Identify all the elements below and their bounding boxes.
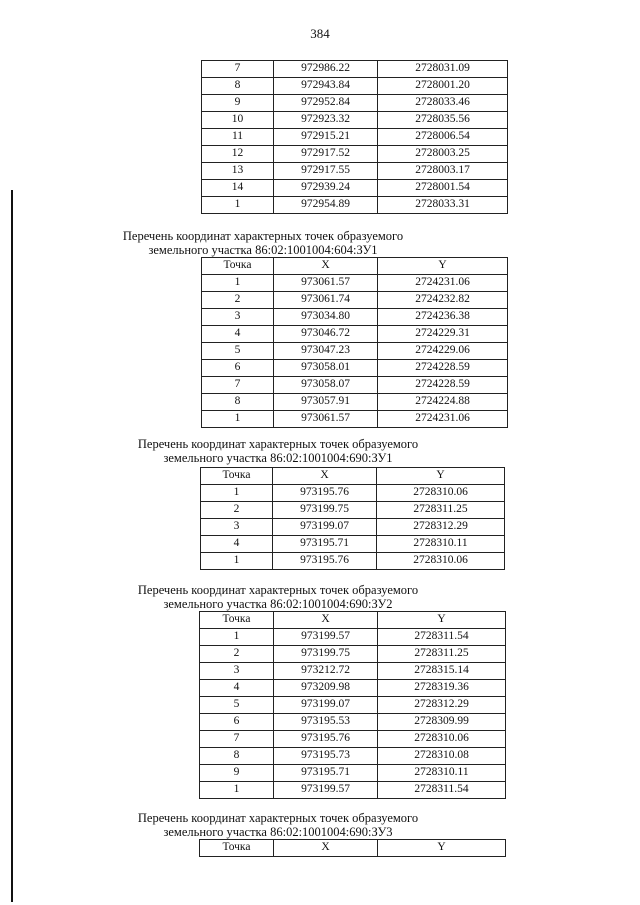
scan-margin-bar	[11, 190, 13, 902]
table-caption-zu1-690	[0, 437, 598, 465]
table-row	[200, 697, 506, 714]
point-cell: 11	[202, 129, 274, 146]
x-cell: 973034.80	[274, 309, 378, 326]
table-row	[202, 95, 508, 112]
point-cell: 1	[200, 629, 274, 646]
table-row	[202, 360, 508, 377]
y-cell: 2724236.38	[378, 309, 508, 326]
point-cell: 4	[201, 536, 273, 553]
point-cell: 1	[202, 411, 274, 428]
table-row	[202, 377, 508, 394]
caption-line: Перечень координат характерных точек образуемого	[137, 583, 419, 597]
table-row	[200, 714, 506, 731]
y-cell: 2724228.59	[378, 377, 508, 394]
table-row	[200, 782, 506, 799]
point-cell: 4	[202, 326, 274, 343]
header-x: X	[274, 840, 378, 857]
table-row	[202, 112, 508, 129]
table-row	[202, 326, 508, 343]
header-y: Y	[378, 612, 506, 629]
point-cell: 8	[202, 394, 274, 411]
y-cell: 2728035.56	[378, 112, 508, 129]
caption-line: земельного участка 86:02:1001004:690:ЗУ3	[163, 825, 393, 839]
coordinate-table-continued	[201, 60, 508, 214]
point-cell: 8	[200, 748, 274, 765]
caption-line: Перечень координат характерных точек образуемого	[137, 811, 419, 825]
y-cell: 2728312.29	[377, 519, 505, 536]
point-cell: 10	[202, 112, 274, 129]
table-row	[200, 748, 506, 765]
point-cell: 5	[200, 697, 274, 714]
x-cell: 972915.21	[274, 129, 378, 146]
y-cell: 2724231.06	[378, 275, 508, 292]
x-cell: 972917.55	[274, 163, 378, 180]
y-cell: 2724229.06	[378, 343, 508, 360]
y-cell: 2728310.11	[378, 765, 506, 782]
x-cell: 973199.07	[274, 697, 378, 714]
page-number: 384	[310, 26, 330, 41]
x-cell: 973199.75	[274, 646, 378, 663]
table-row	[202, 309, 508, 326]
x-cell: 973199.07	[273, 519, 377, 536]
point-cell: 5	[202, 343, 274, 360]
caption-line: земельного участка 86:02:1001004:690:ЗУ1	[163, 451, 393, 465]
y-cell: 2728312.29	[378, 697, 506, 714]
header-y: Y	[378, 840, 506, 857]
y-cell: 2728310.08	[378, 748, 506, 765]
point-cell: 3	[200, 663, 274, 680]
x-cell: 973195.76	[274, 731, 378, 748]
x-cell: 973058.01	[274, 360, 378, 377]
y-cell: 2728319.36	[378, 680, 506, 697]
y-cell: 2728003.25	[378, 146, 508, 163]
table-row	[202, 411, 508, 428]
header-point: Точка	[200, 840, 274, 857]
table-row	[200, 731, 506, 748]
header-y: Y	[377, 468, 505, 485]
table-row	[201, 502, 505, 519]
x-cell: 973212.72	[274, 663, 378, 680]
table-header-row	[201, 468, 505, 485]
table-row	[201, 485, 505, 502]
x-cell: 973209.98	[274, 680, 378, 697]
caption-line: Перечень координат характерных точек образуемого	[122, 229, 404, 243]
y-cell: 2728001.54	[378, 180, 508, 197]
header-x: X	[274, 258, 378, 275]
x-cell: 973195.76	[273, 485, 377, 502]
point-cell: 1	[200, 782, 274, 799]
y-cell: 2724232.82	[378, 292, 508, 309]
x-cell: 973061.57	[274, 411, 378, 428]
y-cell: 2728006.54	[378, 129, 508, 146]
point-cell: 1	[201, 553, 273, 570]
x-cell: 972943.84	[274, 78, 378, 95]
y-cell: 2728311.25	[378, 646, 506, 663]
y-cell: 2724224.88	[378, 394, 508, 411]
x-cell: 972923.32	[274, 112, 378, 129]
table-header-row	[200, 840, 506, 857]
y-cell: 2728309.99	[378, 714, 506, 731]
y-cell: 2728310.06	[377, 485, 505, 502]
x-cell: 972986.22	[274, 61, 378, 78]
point-cell: 2	[200, 646, 274, 663]
x-cell: 973195.53	[274, 714, 378, 731]
x-cell: 972917.52	[274, 146, 378, 163]
x-cell: 973061.57	[274, 275, 378, 292]
point-cell: 7	[202, 377, 274, 394]
header-x: X	[274, 612, 378, 629]
table-row	[200, 765, 506, 782]
point-cell: 7	[202, 61, 274, 78]
header-x: X	[273, 468, 377, 485]
coordinate-table-604-zu1	[201, 257, 508, 428]
table-row	[202, 394, 508, 411]
x-cell: 973046.72	[274, 326, 378, 343]
table-row	[201, 553, 505, 570]
table-caption-zu1-604	[0, 229, 583, 257]
x-cell: 973057.91	[274, 394, 378, 411]
table-row	[201, 519, 505, 536]
y-cell: 2728033.31	[378, 197, 508, 214]
y-cell: 2728003.17	[378, 163, 508, 180]
point-cell: 7	[200, 731, 274, 748]
table-row	[202, 343, 508, 360]
table-row	[200, 629, 506, 646]
y-cell: 2728311.54	[378, 782, 506, 799]
table-row	[202, 61, 508, 78]
point-cell: 6	[202, 360, 274, 377]
y-cell: 2728033.46	[378, 95, 508, 112]
point-cell: 8	[202, 78, 274, 95]
y-cell: 2728311.25	[377, 502, 505, 519]
x-cell: 973061.74	[274, 292, 378, 309]
point-cell: 14	[202, 180, 274, 197]
table-row	[202, 146, 508, 163]
table-row	[202, 292, 508, 309]
point-cell: 6	[200, 714, 274, 731]
x-cell: 973199.75	[273, 502, 377, 519]
coordinate-table-690-zu3	[199, 839, 506, 857]
table-row	[202, 197, 508, 214]
point-cell: 9	[200, 765, 274, 782]
point-cell: 13	[202, 163, 274, 180]
header-y: Y	[378, 258, 508, 275]
table-row	[202, 275, 508, 292]
point-cell: 3	[201, 519, 273, 536]
table-row	[200, 680, 506, 697]
point-cell: 12	[202, 146, 274, 163]
x-cell: 973047.23	[274, 343, 378, 360]
table-row	[202, 163, 508, 180]
x-cell: 972952.84	[274, 95, 378, 112]
table-caption-zu2-690	[0, 583, 598, 611]
coordinate-table-690-zu1	[200, 467, 505, 570]
table-row	[202, 180, 508, 197]
table-row	[200, 663, 506, 680]
x-cell: 973058.07	[274, 377, 378, 394]
point-cell: 2	[202, 292, 274, 309]
header-point: Точка	[200, 612, 274, 629]
caption-line: земельного участка 86:02:1001004:604:ЗУ1	[148, 243, 378, 257]
y-cell: 2724228.59	[378, 360, 508, 377]
y-cell: 2728310.06	[377, 553, 505, 570]
y-cell: 2728310.06	[378, 731, 506, 748]
x-cell: 973195.71	[274, 765, 378, 782]
point-cell: 1	[201, 485, 273, 502]
table-row	[201, 536, 505, 553]
table-caption-zu3-690	[0, 811, 598, 839]
y-cell: 2724229.31	[378, 326, 508, 343]
point-cell: 9	[202, 95, 274, 112]
point-cell: 2	[201, 502, 273, 519]
y-cell: 2728001.20	[378, 78, 508, 95]
header-point: Точка	[201, 468, 273, 485]
y-cell: 2728315.14	[378, 663, 506, 680]
caption-line: Перечень координат характерных точек образуемого	[137, 437, 419, 451]
table-row	[202, 78, 508, 95]
x-cell: 973195.76	[273, 553, 377, 570]
y-cell: 2728031.09	[378, 61, 508, 78]
coordinate-table-690-zu2	[199, 611, 506, 799]
y-cell: 2728310.11	[377, 536, 505, 553]
y-cell: 2724231.06	[378, 411, 508, 428]
table-header-row	[200, 612, 506, 629]
point-cell: 1	[202, 275, 274, 292]
header-point: Точка	[202, 258, 274, 275]
point-cell: 1	[202, 197, 274, 214]
x-cell: 972954.89	[274, 197, 378, 214]
point-cell: 3	[202, 309, 274, 326]
x-cell: 972939.24	[274, 180, 378, 197]
caption-line: земельного участка 86:02:1001004:690:ЗУ2	[163, 597, 393, 611]
table-row	[202, 129, 508, 146]
table-header-row	[202, 258, 508, 275]
x-cell: 973199.57	[274, 782, 378, 799]
x-cell: 973195.73	[274, 748, 378, 765]
y-cell: 2728311.54	[378, 629, 506, 646]
table-row	[200, 646, 506, 663]
x-cell: 973195.71	[273, 536, 377, 553]
point-cell: 4	[200, 680, 274, 697]
x-cell: 973199.57	[274, 629, 378, 646]
